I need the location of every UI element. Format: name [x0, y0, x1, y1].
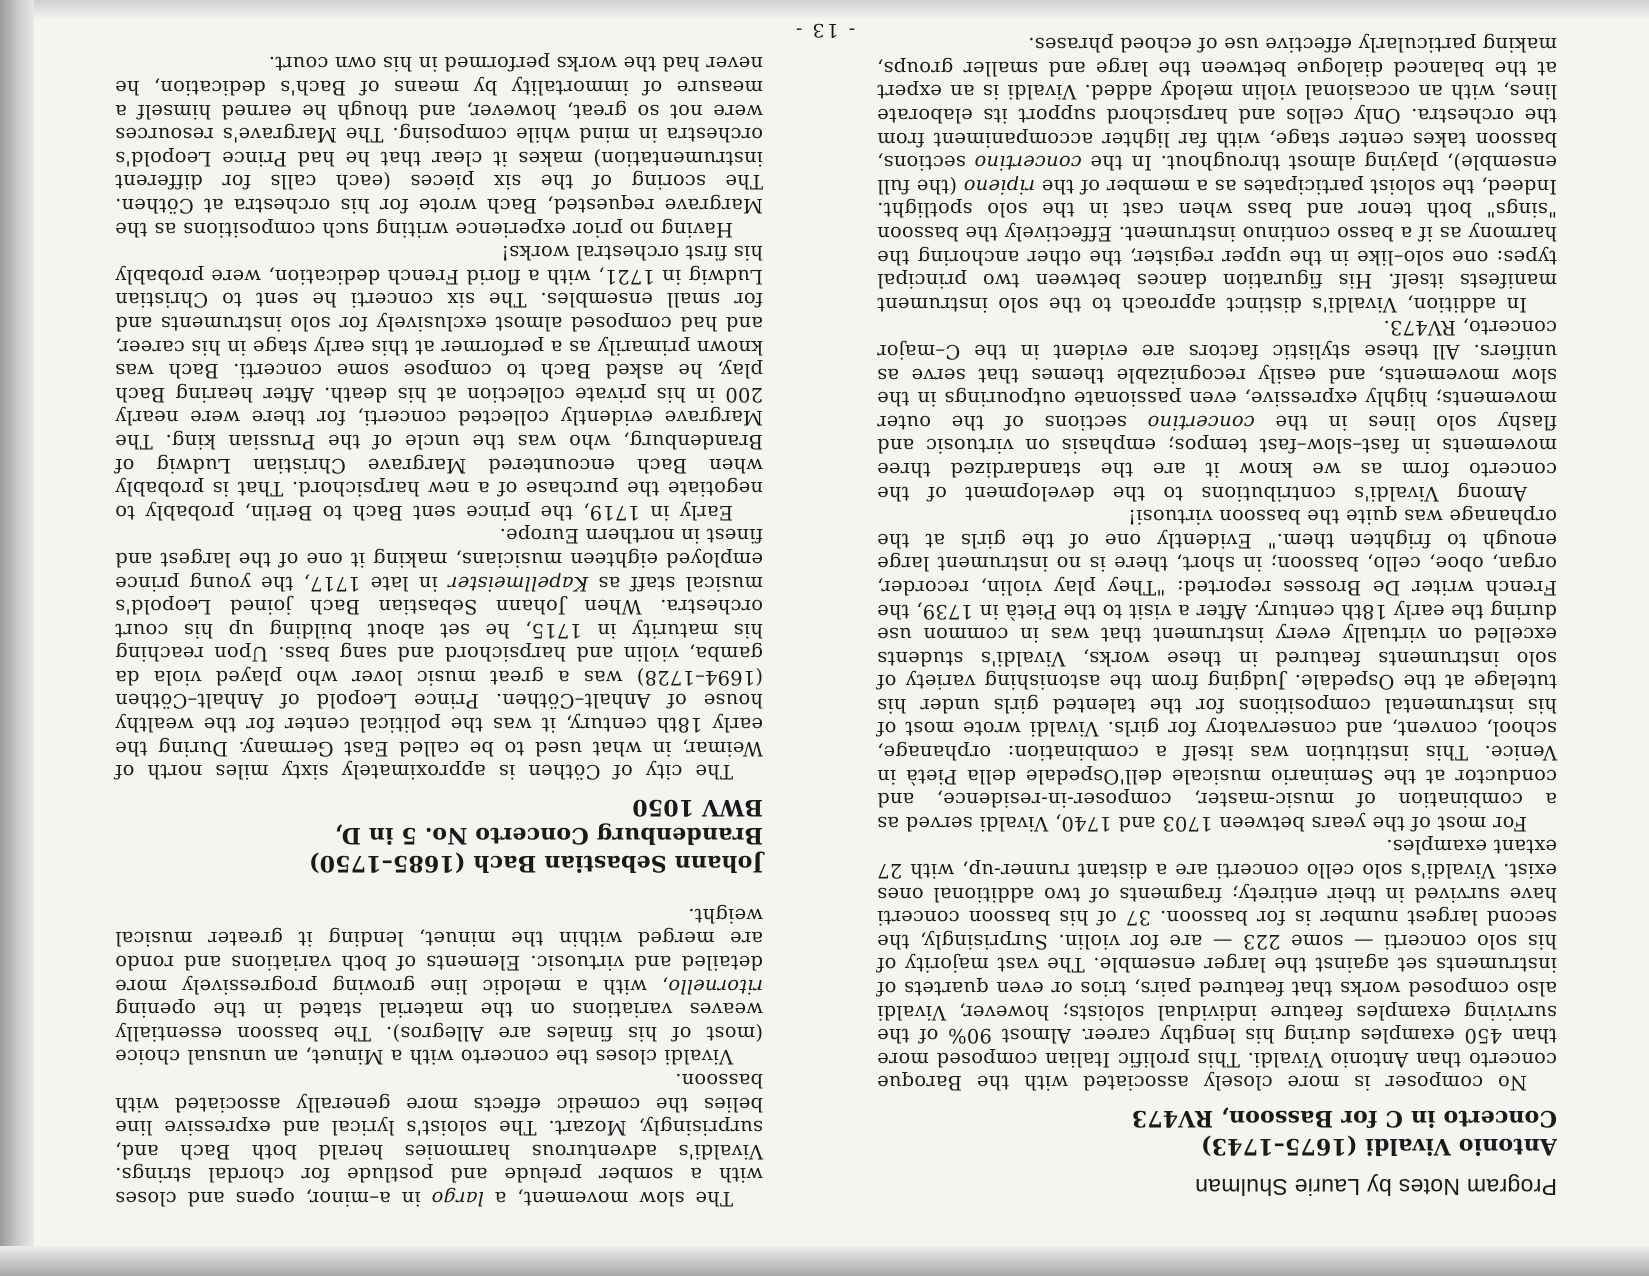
vivaldi-paragraph-2: For most of the years between 1703 and 1740, Vivaldi served as a combination of music-master, composer-in-residence, and conductor at the Seminario musicale dell'Ospedale della Pietà in Venice. This institution was itself a combination: orphanage, school, convent, and conservatory for girls. Vivaldi wrote most of his instrumental compositions for the talented girls under his tutelage at the Ospedale. Judging from the astonishing variety of solo instruments featured in these works, Vivaldi's students excelled on virtually every instrument that was in common use during the early 18th century. After a visit to the Pietà in 1739, the French writer De Brosses reported: "They play violin, recorder, organ, oboe, cello, bassoon; in short, there is no instrument large enough to frighten them." Evidently one of the girls at the orphanage was quite the bassoon virtuosi! — [877, 505, 1557, 835]
vivaldi-paragraph-1: No composer is more closely associated with the Baroque concerto than Antonio Vivaldi. This prolific Italian composed more than 450 examples during his lengthy career. Almost 90% of the surviving examples feature individual soloists; however, Vivaldi also composed works that featured pairs, trios or even quartets of instruments set against the larger ensemble. The vast majority of his solo concerti — some 223 — are for violin. Surprisingly, the second largest number is for bassoon. 37 of his bassoon concerti have survived in their entirety; fragments of two additional ones exist. Vivaldi's solo cello concerti are a distant runner-up, with 27 extant examples. — [877, 835, 1557, 1095]
vivaldi-paragraph-4: In addition, Vivaldi's distinct approach to the solo instrument manifests itself. His figuration dances between two principal types: one solo–like in the upper register, the other anchoring the harmony as if a basso continuo instrument. Effectively the bassoon "sings" both tenor and bass when cast in the solo spotlight. Indeed, the soloist participates as a member of the ripieno (the full ensemble), playing almost throughout. In the concertino sections, bassoon takes center stage, with far lighter accompaniment from the orchestra. Only cellos and harpsichord support its elaborate lines, with an occasional violin melody added. Vivaldi is an expert at the balanced dialogue between the large and smaller groups, making particularly effective use of echoed phrases. — [876, 33, 1557, 316]
left-column — [877, 33, 1557, 1198]
author-line: Program Notes by Laurie Shulman — [1194, 1174, 1557, 1200]
vivaldi-paragraph-3: Among Vivaldi's contributions to the development of the concerto form as we know it are the standardized three movements in fast–slow–fast tempos; emphasis on virtuosic and flashy solo lines in the concertino sections of the outer movements; highly expressive, even passionate outpourings in the slow movements, and easily recognizable themes that serve as unifiers. All these stylistic factors are evident in the C–major concerto, RV473. — [877, 316, 1557, 505]
bach-composer: Johann Sebastian Bach (1685–1750) — [308, 850, 763, 877]
bach-paragraph-2: Early in 1719, the prince sent Bach to Berlin, probably to negotiate the purchase of a new harpsichord. That is probably when Bach encountered Margrave Christian Ludwig of Brandenburg, who was the uncle of the Prussian king. The Margrave evidently collected concerti, for there were nearly 200 in his private collection at his death. After hearing Bach play, he asked Bach to compose some concerti. Bach was known primarily as a performer at this early stage in his career, and had composed almost exclusively for solo instruments and for small ensembles. The six concerti he sent to Christian Ludwig in 1721, with a florid French dedication, were probably his first orchestral works! — [115, 241, 763, 524]
bach-heading — [115, 793, 763, 877]
vivaldi-paragraph-5: The slow movement, a largo in a–minor, opens and closes with a somber prelude and postlude for chordal strings. Vivaldi's adventurous harmonies herald both Bach and, surprisingly, Mozart. The soloist's lyrical and expressive line belies the comedic effects more generally associated with bassoon. — [115, 1069, 763, 1210]
bach-work-title-line2: BWV 1050 — [632, 794, 763, 821]
vivaldi-work-title: Concerto in C for Bassoon, RV473 — [1131, 1105, 1557, 1132]
bach-work-title-line1: Brandenburg Concerto No. 5 in D, — [334, 822, 763, 849]
vivaldi-composer: Antonio Vivaldi (1675–1743) — [1200, 1133, 1557, 1160]
bach-paragraph-1: The city of Cöthen is approximately sixty miles north of Weimar, in what used to be called East Germany. During the early 18th century, it was the political center for the wealthy house of Anhalt–Cöthen. Prince Leopold of Anhalt–Cöthen (1694–1728) was a great music lover who played viola da gamba, violin and harpsichord and sang bass. Upon reaching his maturity in 1715, he set about building up his court orchestra. When Johann Sebastian Bach joined Leopold's musical staff as Kapellmeister in late 1717, the young prince employed eighteen musicians, making it one of the largest and finest in northern Europe. — [115, 524, 763, 784]
bach-paragraph-3: Having no prior experience writing such compositions as the Margrave requested, Bach wrote for his orchestra at Cöthen. The scoring of the six pieces (each calls for different instrumentation) makes it clear that he had Prince Leopold's orchestra in mind while composing. The Margrave's resources were not so great, however, and though he earned himself a measure of immortality by means of Bach's dedication, he never had the works performed in his own court. — [115, 52, 763, 241]
vivaldi-heading — [877, 1104, 1557, 1160]
vivaldi-paragraph-6: Vivaldi closes the concerto with a Minuet, an unusual choice (most of his finales are Allegros). The bassoon essentially weaves variations on the material stated in the opening ritornello, with a melodic line growing progressively more detailed and virtuosic. Elements of both variations and rondo are merged within the minuet, lending it greater musical weight. — [115, 903, 763, 1069]
page-number: - 13 - — [793, 19, 856, 41]
right-column — [115, 52, 763, 1210]
